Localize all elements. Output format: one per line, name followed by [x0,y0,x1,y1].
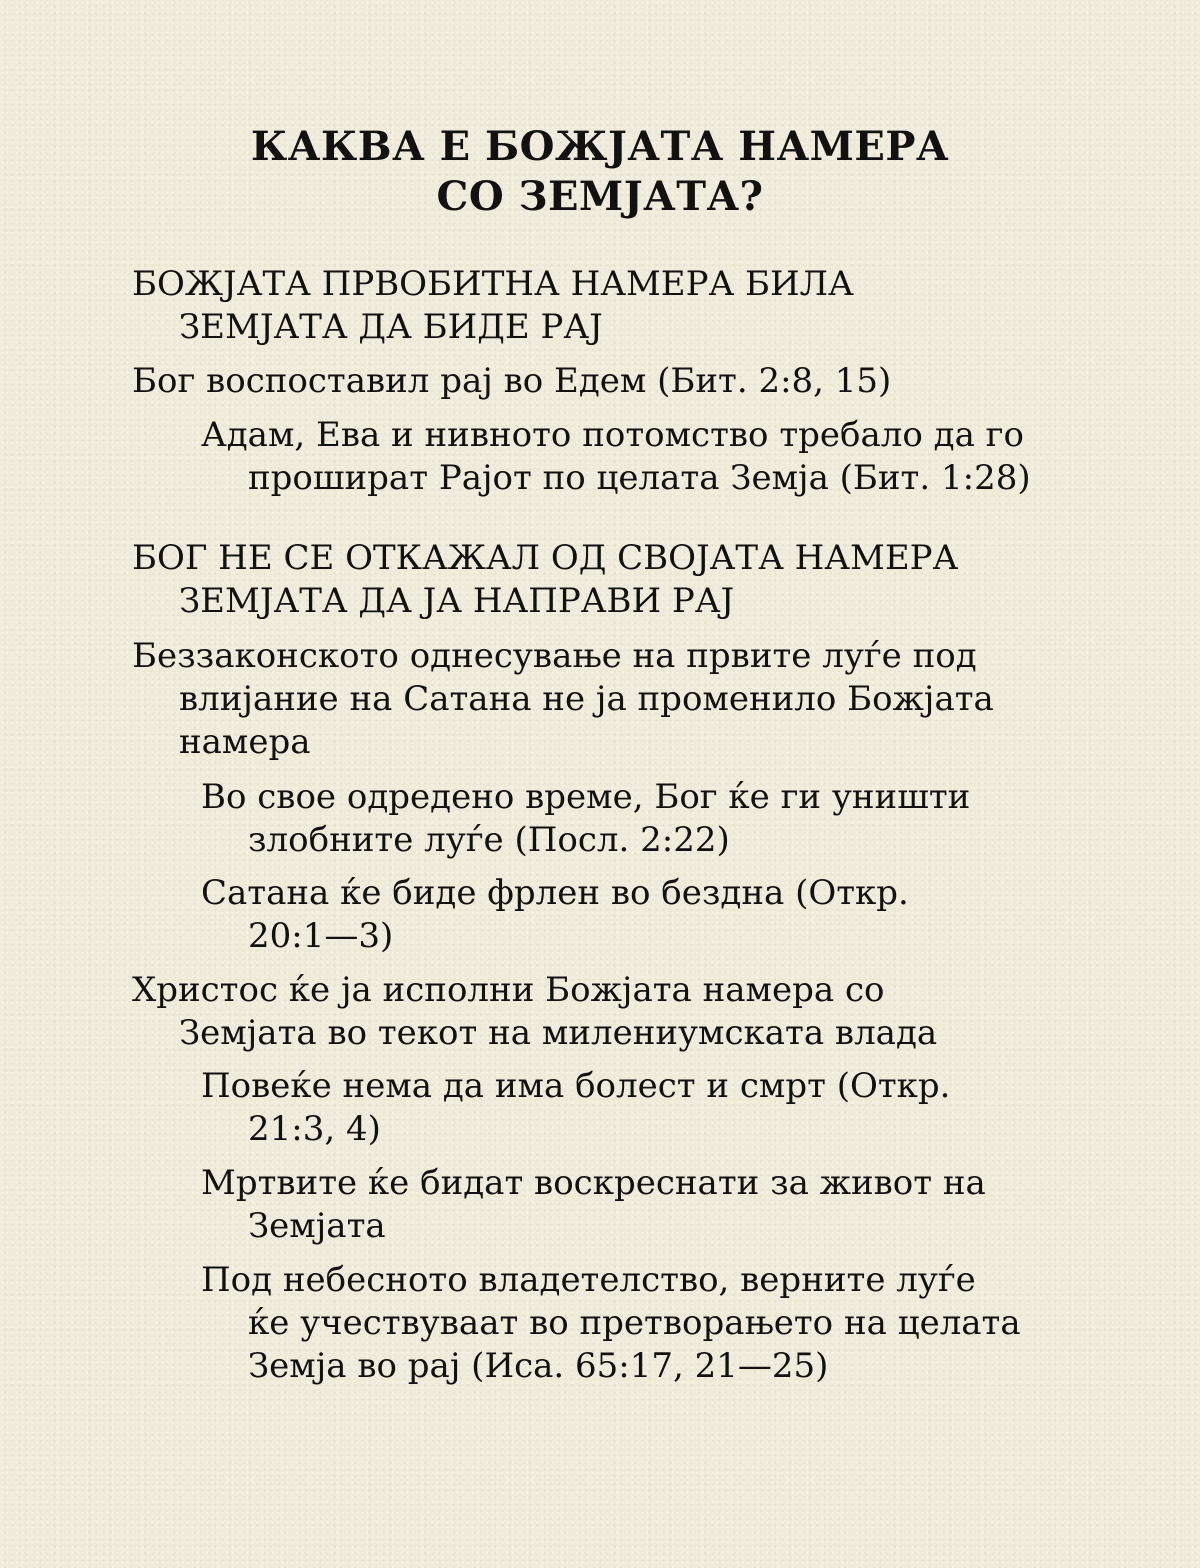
outline-subpoint [201,776,1101,862]
point-line: Беззаконското однесување на првите луѓе под [132,636,977,676]
point-line: Христос ќе ја исполни Божјата намера со [132,970,885,1010]
point-line: влијание на Сатана не ја променило Божјата [179,679,994,719]
point-line: Во свое одредено време, Бог ќе ги уништи [201,777,971,817]
title-line-2: СО ЗЕМЈАТА? [436,173,764,220]
point-line: Мртвите ќе бидат воскреснати за живот на [201,1163,986,1203]
outline-subpoint [201,872,1101,958]
point-line: Бог воспоставил рај во Едем (Бит. 2:8, 15) [132,361,892,401]
section-heading-2 [132,537,1132,623]
heading-line: БОЖЈАТА ПРВОБИТНА НАМЕРА БИЛА [132,264,854,304]
point-line: Земјата во текот на милениумската влада [179,1013,938,1053]
point-line: Земјата [248,1206,386,1246]
outline-point [132,360,1132,403]
outline-subpoint [201,1162,1101,1248]
point-line: Адам, Ева и нивното потомство требало да го [201,415,1024,455]
point-line: Земја во рај (Иса. 65:17, 21—25) [248,1346,829,1386]
outline-subpoint [201,414,1101,500]
heading-line: ЗЕМЈАТА ДА ЈА НАПРАВИ РАЈ [179,581,735,621]
point-line: 20:1—3) [248,916,394,956]
point-line: Повеќе нема да има болест и смрт (Откр. [201,1066,951,1106]
point-line: злобните луѓе (Посл. 2:22) [248,820,730,860]
point-line: прошират Рајот по целата Земја (Бит. 1:28) [248,458,1031,498]
point-line: Под небесното владетелство, верните луѓе [201,1260,976,1300]
point-line: 21:3, 4) [248,1109,381,1149]
outline-point [132,635,1132,764]
outline-subpoint [201,1065,1101,1151]
point-line: ќе учествуваат во претворањето на целата [248,1303,1021,1343]
heading-line: ЗЕМЈАТА ДА БИДЕ РАЈ [179,307,603,347]
point-line: Сатана ќе биде фрлен во бездна (Откр. [201,873,909,913]
heading-line: БОГ НЕ СЕ ОТКАЖАЛ ОД СВОЈАТА НАМЕРА [132,538,959,578]
title-line-1: КАКВА Е БОЖЈАТА НАМЕРА [250,123,950,170]
outline-subpoint [201,1259,1101,1388]
outline-point [132,969,1132,1055]
point-line: намера [179,722,311,762]
section-heading-1 [132,263,1132,349]
page-title [0,122,1200,222]
